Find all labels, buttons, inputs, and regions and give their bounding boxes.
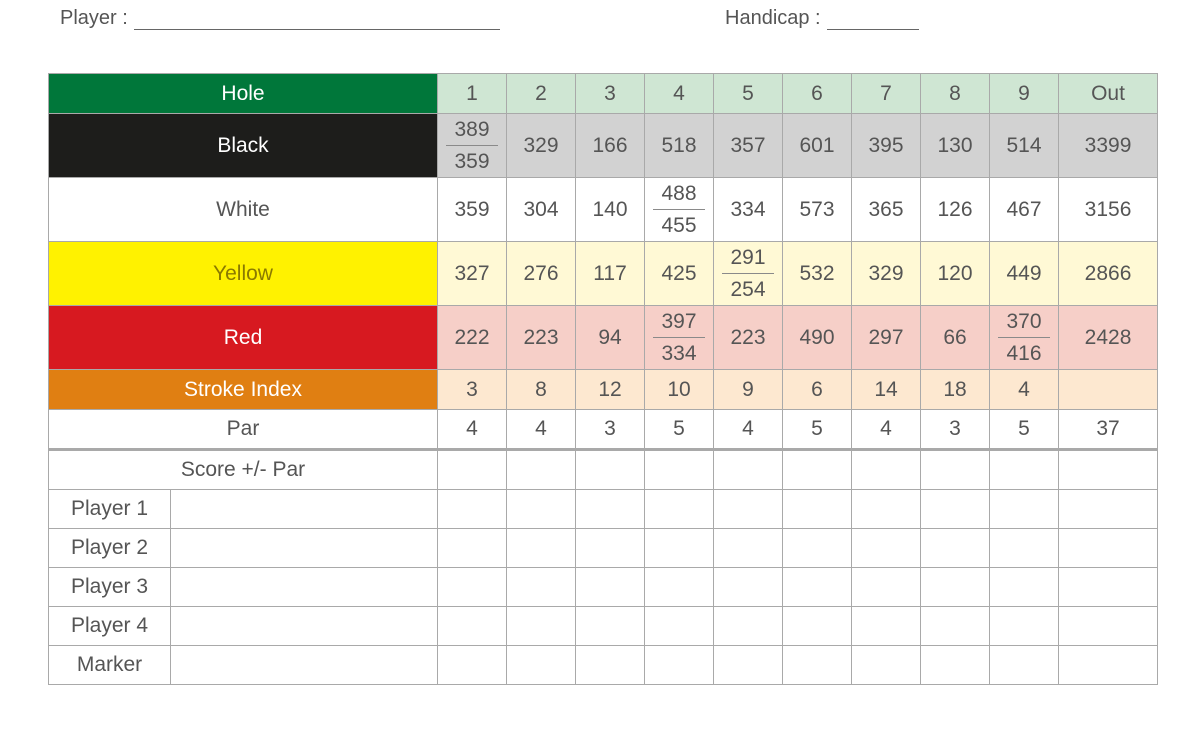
player-3-hole-7[interactable]: [852, 568, 921, 607]
yardage-yellow-2: 276: [507, 242, 576, 306]
par-1: 4: [438, 410, 507, 450]
yardage-white-5: 334: [714, 178, 783, 242]
player-name-cell-5[interactable]: [171, 646, 438, 685]
player-2-hole-4[interactable]: [645, 529, 714, 568]
hole-number-6: 6: [783, 74, 852, 114]
stroke-index-row: [49, 370, 1158, 410]
stroke-index-1: 3: [438, 370, 507, 410]
player-5-hole-8[interactable]: [921, 646, 990, 685]
player-3-hole-1[interactable]: [438, 568, 507, 607]
yardage-red-7: 297: [852, 306, 921, 370]
tee-row-yellow: [49, 242, 1158, 306]
player-name-cell-1[interactable]: [171, 490, 438, 529]
yardage-black-9: 514: [990, 114, 1059, 178]
yardage-black-6: 601: [783, 114, 852, 178]
player-2-hole-1[interactable]: [438, 529, 507, 568]
player-1-hole-8[interactable]: [921, 490, 990, 529]
player-4-hole-2[interactable]: [507, 607, 576, 646]
player-5-hole-6[interactable]: [783, 646, 852, 685]
player-1-hole-7[interactable]: [852, 490, 921, 529]
score-label: Score +/- Par: [49, 450, 438, 490]
stroke-index-10: [1059, 370, 1158, 410]
yardage-white-4-value-bottom: 455: [661, 213, 697, 237]
yardage-yellow-7: 329: [852, 242, 921, 306]
hole-number-5: 5: [714, 74, 783, 114]
player-field[interactable]: [60, 2, 500, 30]
player-5-hole-2[interactable]: [507, 646, 576, 685]
player-name-cell-3[interactable]: [171, 568, 438, 607]
score-row: [49, 450, 1158, 490]
yardage-black-2: 329: [507, 114, 576, 178]
stroke-index-label: Stroke Index: [49, 370, 438, 410]
yardage-black-1-value-bottom: 359: [454, 149, 490, 173]
yardage-yellow-9: 449: [990, 242, 1059, 306]
player-row-4: [49, 607, 1158, 646]
player-2-hole-2[interactable]: [507, 529, 576, 568]
score-cell-2[interactable]: [507, 450, 576, 490]
player-2-hole-10[interactable]: [1059, 529, 1158, 568]
player-2-hole-8[interactable]: [921, 529, 990, 568]
tee-label-white: White: [49, 178, 438, 242]
player-label-1: Player 1: [49, 490, 171, 529]
handicap-blank[interactable]: [827, 9, 919, 30]
score-cell-1[interactable]: [438, 450, 507, 490]
par-6: 5: [783, 410, 852, 450]
player-2-hole-7[interactable]: [852, 529, 921, 568]
yardage-white-8: 126: [921, 178, 990, 242]
par-9: 5: [990, 410, 1059, 450]
yardage-white-4: [645, 178, 714, 242]
player-2-hole-6[interactable]: [783, 529, 852, 568]
hole-number-7: 7: [852, 74, 921, 114]
player-1-hole-4[interactable]: [645, 490, 714, 529]
yardage-red-5: 223: [714, 306, 783, 370]
tee-row-red: [49, 306, 1158, 370]
hole-number-8: 8: [921, 74, 990, 114]
stroke-index-4: 10: [645, 370, 714, 410]
player-4-hole-8[interactable]: [921, 607, 990, 646]
yardage-yellow-5: [714, 242, 783, 306]
yardage-yellow-6: 532: [783, 242, 852, 306]
player-name-cell-2[interactable]: [171, 529, 438, 568]
tee-label-black: Black: [49, 114, 438, 178]
player-1-hole-3[interactable]: [576, 490, 645, 529]
par-4: 5: [645, 410, 714, 450]
yardage-white-9: 467: [990, 178, 1059, 242]
yardage-yellow-8: 120: [921, 242, 990, 306]
score-cell-9[interactable]: [990, 450, 1059, 490]
hole-number-2: 2: [507, 74, 576, 114]
yardage-red-2: 223: [507, 306, 576, 370]
player-name-blank[interactable]: [134, 9, 500, 30]
yardage-black-7: 395: [852, 114, 921, 178]
yardage-yellow-10: 2866: [1059, 242, 1158, 306]
player-5-hole-10[interactable]: [1059, 646, 1158, 685]
stroke-index-3: 12: [576, 370, 645, 410]
hole-number-10: Out: [1059, 74, 1158, 114]
player-3-hole-6[interactable]: [783, 568, 852, 607]
yardage-white-2: 304: [507, 178, 576, 242]
player-1-hole-5[interactable]: [714, 490, 783, 529]
player-5-hole-3[interactable]: [576, 646, 645, 685]
player-1-hole-6[interactable]: [783, 490, 852, 529]
yardage-yellow-1: 327: [438, 242, 507, 306]
hole-header: Hole: [49, 74, 438, 114]
player-5-hole-1[interactable]: [438, 646, 507, 685]
yardage-red-3: 94: [576, 306, 645, 370]
score-cell-3[interactable]: [576, 450, 645, 490]
player-3-hole-5[interactable]: [714, 568, 783, 607]
score-cell-4[interactable]: [645, 450, 714, 490]
player-label: Player :: [60, 7, 128, 29]
yardage-red-1: 222: [438, 306, 507, 370]
tee-row-black: [49, 114, 1158, 178]
player-label-3: Player 3: [49, 568, 171, 607]
yardage-red-6: 490: [783, 306, 852, 370]
player-4-hole-6[interactable]: [783, 607, 852, 646]
player-row-3: [49, 568, 1158, 607]
stroke-index-7: 14: [852, 370, 921, 410]
hole-number-4: 4: [645, 74, 714, 114]
player-5-hole-5[interactable]: [714, 646, 783, 685]
player-3-hole-3[interactable]: [576, 568, 645, 607]
yardage-red-8: 66: [921, 306, 990, 370]
handicap-label: Handicap :: [725, 7, 821, 29]
tee-row-white: [49, 178, 1158, 242]
player-4-hole-7[interactable]: [852, 607, 921, 646]
yardage-yellow-5-split: [714, 242, 782, 305]
hole-row: [49, 74, 1158, 114]
yardage-red-4-value-top: 397: [653, 306, 705, 338]
yardage-yellow-5-value-bottom: 254: [730, 277, 766, 301]
par-8: 3: [921, 410, 990, 450]
yardage-red-9-value-bottom: 416: [1006, 341, 1042, 365]
yardage-yellow-4: 425: [645, 242, 714, 306]
yardage-black-1-split: [438, 114, 506, 177]
player-4-hole-4[interactable]: [645, 607, 714, 646]
yardage-white-1: 359: [438, 178, 507, 242]
yardage-black-10: 3399: [1059, 114, 1158, 178]
par-7: 4: [852, 410, 921, 450]
player-3-hole-8[interactable]: [921, 568, 990, 607]
player-3-hole-4[interactable]: [645, 568, 714, 607]
score-cell-6[interactable]: [783, 450, 852, 490]
hole-number-1: 1: [438, 74, 507, 114]
yardage-black-1-value-top: 389: [446, 114, 498, 146]
player-label-5: Marker: [49, 646, 171, 685]
player-1-hole-10[interactable]: [1059, 490, 1158, 529]
player-5-hole-7[interactable]: [852, 646, 921, 685]
player-name-cell-4[interactable]: [171, 607, 438, 646]
player-2-hole-3[interactable]: [576, 529, 645, 568]
yardage-white-6: 573: [783, 178, 852, 242]
yardage-red-4-split: [645, 306, 713, 369]
par-label: Par: [49, 410, 438, 450]
player-2-hole-5[interactable]: [714, 529, 783, 568]
stroke-index-8: 18: [921, 370, 990, 410]
player-label-2: Player 2: [49, 529, 171, 568]
player-2-hole-9[interactable]: [990, 529, 1059, 568]
yardage-white-7: 365: [852, 178, 921, 242]
yardage-black-5: 357: [714, 114, 783, 178]
player-3-hole-10[interactable]: [1059, 568, 1158, 607]
player-1-hole-9[interactable]: [990, 490, 1059, 529]
player-row-5: [49, 646, 1158, 685]
yardage-white-3: 140: [576, 178, 645, 242]
player-4-hole-10[interactable]: [1059, 607, 1158, 646]
yardage-red-4: [645, 306, 714, 370]
par-row: [49, 410, 1158, 450]
yardage-red-9-value-top: 370: [998, 306, 1050, 338]
scorecard-table: [48, 73, 1158, 685]
yardage-white-4-value-top: 488: [653, 178, 705, 210]
player-3-hole-9[interactable]: [990, 568, 1059, 607]
player-5-hole-4[interactable]: [645, 646, 714, 685]
score-cell-5[interactable]: [714, 450, 783, 490]
hole-number-3: 3: [576, 74, 645, 114]
yardage-black-8: 130: [921, 114, 990, 178]
par-5: 4: [714, 410, 783, 450]
handicap-field[interactable]: [725, 2, 919, 30]
tee-label-red: Red: [49, 306, 438, 370]
tee-label-yellow: Yellow: [49, 242, 438, 306]
score-cell-8[interactable]: [921, 450, 990, 490]
player-4-hole-1[interactable]: [438, 607, 507, 646]
par-10: 37: [1059, 410, 1158, 450]
player-5-hole-9[interactable]: [990, 646, 1059, 685]
player-label-4: Player 4: [49, 607, 171, 646]
player-4-hole-5[interactable]: [714, 607, 783, 646]
player-4-hole-9[interactable]: [990, 607, 1059, 646]
yardage-red-9-split: [990, 306, 1058, 369]
yardage-red-10: 2428: [1059, 306, 1158, 370]
yardage-white-10: 3156: [1059, 178, 1158, 242]
player-1-hole-2[interactable]: [507, 490, 576, 529]
hole-number-9: 9: [990, 74, 1059, 114]
yardage-black-3: 166: [576, 114, 645, 178]
player-row-2: [49, 529, 1158, 568]
yardage-black-4: 518: [645, 114, 714, 178]
yardage-yellow-3: 117: [576, 242, 645, 306]
score-cell-10[interactable]: [1059, 450, 1158, 490]
stroke-index-2: 8: [507, 370, 576, 410]
stroke-index-5: 9: [714, 370, 783, 410]
stroke-index-6: 6: [783, 370, 852, 410]
yardage-yellow-5-value-top: 291: [722, 242, 774, 274]
par-2: 4: [507, 410, 576, 450]
player-1-hole-1[interactable]: [438, 490, 507, 529]
stroke-index-9: 4: [990, 370, 1059, 410]
player-4-hole-3[interactable]: [576, 607, 645, 646]
player-row-1: [49, 490, 1158, 529]
yardage-white-4-split: [645, 178, 713, 241]
yardage-black-1: [438, 114, 507, 178]
par-3: 3: [576, 410, 645, 450]
yardage-red-4-value-bottom: 334: [661, 341, 697, 365]
player-3-hole-2[interactable]: [507, 568, 576, 607]
score-cell-7[interactable]: [852, 450, 921, 490]
yardage-red-9: [990, 306, 1059, 370]
